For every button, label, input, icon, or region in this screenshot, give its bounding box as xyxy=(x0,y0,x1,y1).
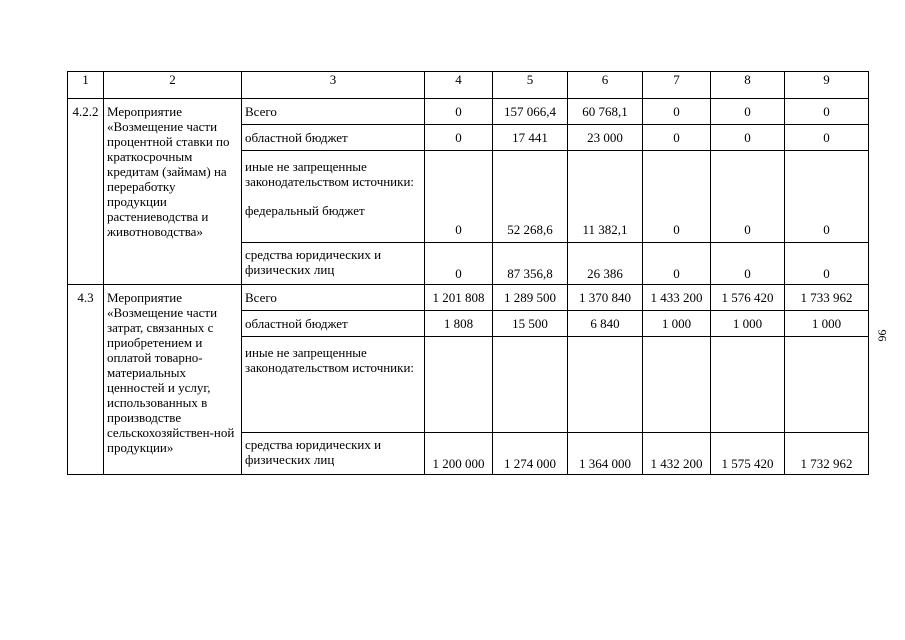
value-cell: 6 840 xyxy=(568,311,643,337)
value-cell: 1 575 420 xyxy=(711,433,785,475)
source-label xyxy=(242,151,425,243)
value-cell: 157 066,4 xyxy=(493,99,568,125)
value-cell: 1 576 420 xyxy=(711,285,785,311)
header-cell: 5 xyxy=(493,72,568,99)
value-cell: 1 370 840 xyxy=(568,285,643,311)
value-cell: 0 xyxy=(785,151,869,243)
value-cell: 0 xyxy=(711,151,785,243)
value-cell: 1 200 000 xyxy=(425,433,493,475)
value-cell: 0 xyxy=(643,125,711,151)
value-cell xyxy=(568,337,643,433)
header-cell: 1 xyxy=(68,72,104,99)
value-cell: 1 733 962 xyxy=(785,285,869,311)
value-cell: 1 289 500 xyxy=(493,285,568,311)
value-cell: 0 xyxy=(711,99,785,125)
value-cell: 60 768,1 xyxy=(568,99,643,125)
header-cell: 2 xyxy=(104,72,242,99)
value-cell: 0 xyxy=(785,243,869,285)
value-cell: 0 xyxy=(785,99,869,125)
value-cell: 52 268,6 xyxy=(493,151,568,243)
funding-table xyxy=(67,71,869,475)
source-label: областной бюджет xyxy=(242,125,425,151)
header-cell: 9 xyxy=(785,72,869,99)
table-row xyxy=(68,285,869,311)
value-cell: 0 xyxy=(425,125,493,151)
source-label: Всего xyxy=(242,285,425,311)
value-cell xyxy=(493,337,568,433)
value-cell: 0 xyxy=(425,99,493,125)
header-cell: 3 xyxy=(242,72,425,99)
source-label: средства юридических и физических лиц xyxy=(242,433,425,475)
value-cell: 1 432 200 xyxy=(643,433,711,475)
value-cell: 1 808 xyxy=(425,311,493,337)
value-cell: 0 xyxy=(643,151,711,243)
value-cell: 0 xyxy=(643,243,711,285)
value-cell: 1 732 962 xyxy=(785,433,869,475)
header-cell: 6 xyxy=(568,72,643,99)
item-name: Мероприятие «Возмещение части затрат, связанных с приобретением и оплатой товарно-материальных ценностей и услуг, использованных в производстве сельскохозяйствен-ной продукции» xyxy=(104,285,242,475)
value-cell: 15 500 xyxy=(493,311,568,337)
header-cell: 7 xyxy=(643,72,711,99)
value-cell: 0 xyxy=(425,243,493,285)
source-other-label: иные не запрещенные законодательством источники: xyxy=(245,159,415,189)
value-cell: 1 201 808 xyxy=(425,285,493,311)
value-cell: 0 xyxy=(425,151,493,243)
item-index: 4.3 xyxy=(68,285,104,475)
item-index: 4.2.2 xyxy=(68,99,104,285)
header-row xyxy=(68,72,869,99)
value-cell: 0 xyxy=(711,243,785,285)
header-cell: 4 xyxy=(425,72,493,99)
value-cell: 26 386 xyxy=(568,243,643,285)
value-cell: 23 000 xyxy=(568,125,643,151)
value-cell xyxy=(425,337,493,433)
value-cell: 0 xyxy=(643,99,711,125)
value-cell xyxy=(711,337,785,433)
source-label: Всего xyxy=(242,99,425,125)
value-cell: 87 356,8 xyxy=(493,243,568,285)
value-cell: 1 000 xyxy=(711,311,785,337)
value-cell: 1 364 000 xyxy=(568,433,643,475)
value-cell xyxy=(643,337,711,433)
value-cell: 1 274 000 xyxy=(493,433,568,475)
source-label: средства юридических и физических лиц xyxy=(242,243,425,285)
value-cell: 1 000 xyxy=(785,311,869,337)
value-cell: 0 xyxy=(785,125,869,151)
value-cell: 0 xyxy=(711,125,785,151)
page-number: 96 xyxy=(875,329,890,342)
value-cell: 1 433 200 xyxy=(643,285,711,311)
value-cell: 17 441 xyxy=(493,125,568,151)
source-label: иные не запрещенные законодательством источники: xyxy=(242,337,425,433)
table-row xyxy=(68,99,869,125)
value-cell xyxy=(785,337,869,433)
item-name: Мероприятие «Возмещение части процентной ставки по краткосрочным кредитам (займам) на переработку продукции растениеводства и животноводства» xyxy=(104,99,242,285)
header-cell: 8 xyxy=(711,72,785,99)
value-cell: 1 000 xyxy=(643,311,711,337)
value-cell: 11 382,1 xyxy=(568,151,643,243)
source-label: областной бюджет xyxy=(242,311,425,337)
source-federal-label: федеральный бюджет xyxy=(245,203,365,218)
